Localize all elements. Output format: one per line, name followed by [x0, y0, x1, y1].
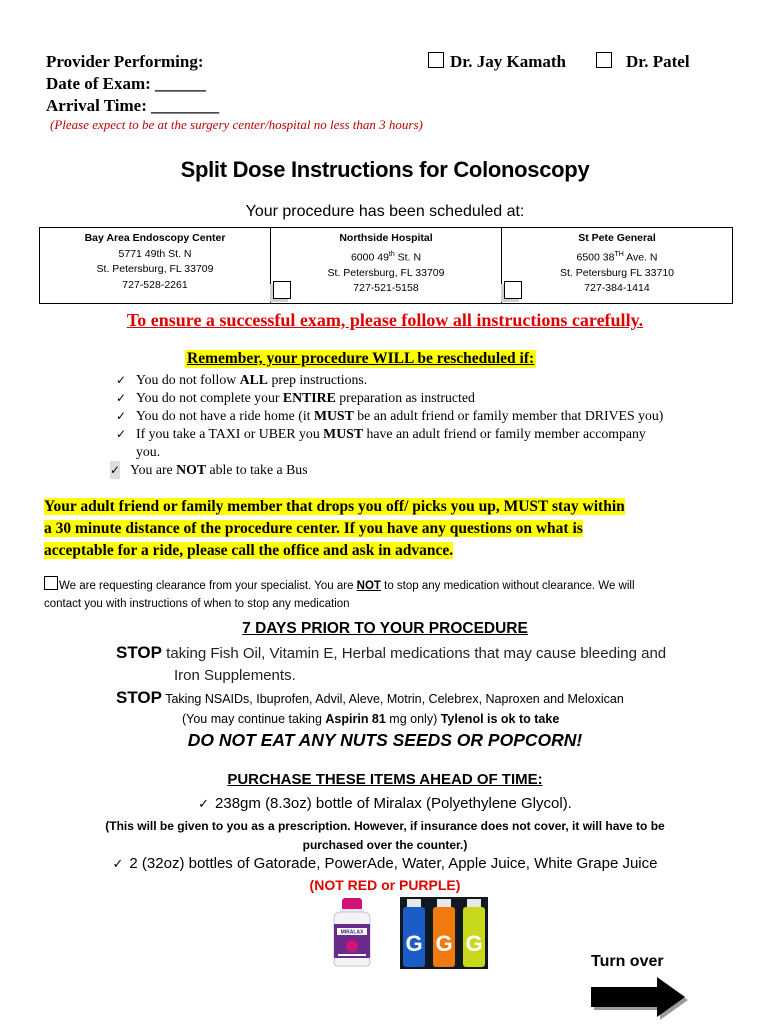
clearance-checkbox[interactable]	[44, 576, 58, 590]
location-city: St. Petersburg FL 33710	[559, 266, 674, 279]
ride-requirement: Your adult friend or family member that drops you off/ picks you up, MUST stay within a 30 minute distance of the procedure center. If you have any questions on what is acceptable for a ride, please call the office and ask in advance.	[44, 498, 625, 559]
not-red-note: (NOT RED or PURPLE)	[309, 877, 461, 893]
list-item: ✓ You do not complete your ENTIRE preparation as instructed	[116, 390, 475, 405]
doctor-kamath-option[interactable]	[428, 52, 566, 72]
arrow-right-icon	[588, 976, 692, 1022]
checkmark-icon: ✓	[198, 797, 210, 812]
location-northside	[271, 228, 502, 303]
location-name: Bay Area Endoscopy Center	[84, 232, 226, 244]
miralax-label: MIRALAX	[340, 929, 364, 936]
scheduled-at-heading: Your procedure has been scheduled at:	[245, 203, 525, 220]
stop-fish-oil: STOP taking Fish Oil, Vitamin E, Herbal medications that may cause bleeding and Iron Supplements.	[116, 643, 667, 684]
miralax-bottle-image	[328, 898, 376, 968]
reschedule-heading: Remember, your procedure WILL be rescheduled if:	[187, 350, 535, 367]
location-city: St. Petersburg, FL 33709	[96, 263, 214, 275]
checkmark-icon: ✓	[116, 409, 127, 423]
location-name: St Pete General	[578, 232, 656, 244]
location-phone: 727-521-5158	[353, 282, 419, 294]
location-address: 6500 38TH Ave. N	[576, 250, 658, 263]
location-checkbox[interactable]	[504, 281, 522, 299]
location-city: St. Petersburg, FL 33709	[327, 266, 445, 279]
list-item-continuation: you.	[136, 444, 161, 459]
gatorade-bottles-image	[400, 897, 488, 969]
instructions-warning: To ensure a successful exam, please follow all instructions carefully.	[126, 310, 644, 330]
list-item: ✓ You do not have a ride home (it MUST be an adult friend or family member that DRIVES you)	[116, 408, 664, 423]
turn-over-label: Turn over	[591, 953, 664, 970]
checkmark-icon: ✓	[116, 427, 127, 441]
arrival-note: (Please expect to be at the surgery center/hospital no less than 3 hours)	[50, 117, 423, 132]
prescription-note: (This will be given to you as a prescription. However, if insurance does not cover, it will have to be purchased over the counter.)	[105, 819, 665, 852]
doctor-patel-option[interactable]	[596, 52, 690, 72]
arrival-time-label: Arrival Time: ________	[46, 96, 220, 115]
doctor-patel-label: Dr. Patel	[626, 52, 690, 71]
list-item: ✓ You do not follow ALL prep instructions.	[116, 372, 368, 387]
list-item: ✓ You are NOT able to take a Bus	[110, 462, 308, 477]
checkbox[interactable]	[596, 52, 612, 68]
location-bay-area	[40, 228, 271, 303]
checkmark-icon: ✓	[112, 857, 124, 872]
stop-nsaids: STOP Taking NSAIDs, Ibuprofen, Advil, Aleve, Motrin, Celebrex, Naproxen and Meloxican (You may continue taking Aspirin 81 mg only) Tylenol is ok to take	[116, 688, 624, 726]
bottle-yellow	[463, 899, 485, 967]
checkmark-icon: ✓	[116, 373, 127, 387]
location-address: 5771 49th St. N	[118, 247, 192, 260]
exam-date-label: Date of Exam: ______	[46, 74, 207, 93]
seven-days-heading: 7 DAYS PRIOR TO YOUR PROCEDURE	[242, 620, 528, 637]
no-nuts-warning: DO NOT EAT ANY NUTS SEEDS OR POPCORN!	[187, 730, 583, 750]
location-address: 6000 49th St. N	[350, 250, 422, 263]
reschedule-list	[110, 371, 726, 479]
miralax-item: ✓ 238gm (8.3oz) bottle of Miralax (Polyethylene Glycol).	[198, 795, 572, 812]
clearance-note: We are requesting clearance from your specialist. You are NOT to stop any medication without clearance. We will contact you with instructions of when to stop any medication	[44, 576, 724, 613]
locations-table	[39, 227, 733, 304]
location-st-pete-general	[502, 228, 732, 303]
drinks-item: ✓ 2 (32oz) bottles of Gatorade, PowerAde, Water, Apple Juice, White Grape Juice	[112, 855, 658, 872]
location-phone: 727-528-2261	[122, 278, 188, 291]
doctor-kamath-label: Dr. Jay Kamath	[450, 52, 567, 71]
checkmark-icon: ✓	[116, 391, 127, 405]
svg-text:G: G	[405, 931, 423, 956]
location-name: Northside Hospital	[339, 232, 433, 244]
svg-text:G: G	[465, 931, 483, 956]
provider-label: Provider Performing:	[46, 52, 204, 71]
checkbox[interactable]	[428, 52, 444, 68]
svg-text:G: G	[435, 931, 453, 956]
purchase-heading: PURCHASE THESE ITEMS AHEAD OF TIME:	[227, 771, 543, 788]
bottle-orange	[433, 899, 455, 967]
list-item: ✓ If you take a TAXI or UBER you MUST have an adult friend or family member accompany	[116, 426, 646, 441]
checkmark-icon: ✓	[110, 463, 121, 477]
location-checkbox[interactable]	[273, 281, 291, 299]
page-title: Split Dose Instructions for Colonoscopy	[180, 157, 590, 182]
location-phone: 727-384-1414	[584, 282, 650, 294]
bottle-blue	[403, 899, 425, 967]
